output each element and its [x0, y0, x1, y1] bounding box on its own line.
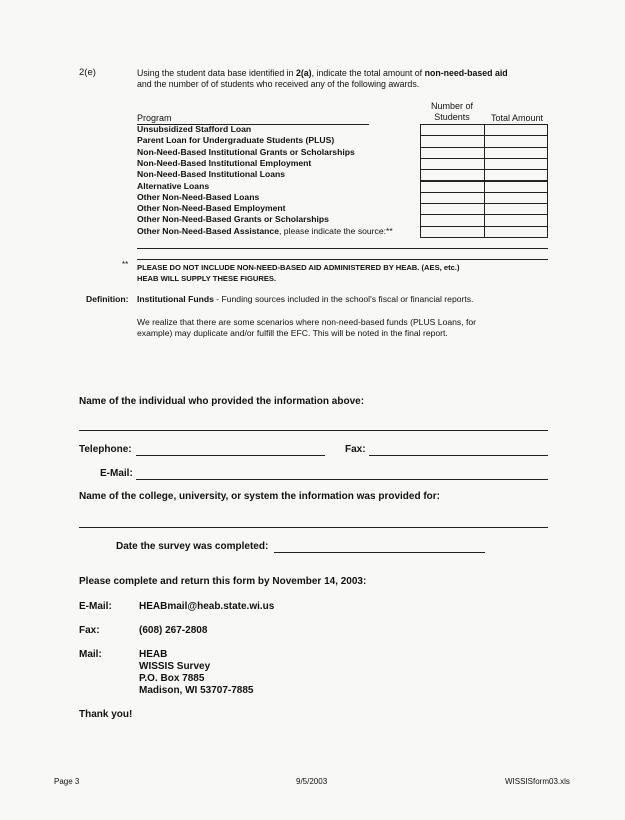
- source-line-1[interactable]: [137, 248, 548, 249]
- footer-page: Page 3: [54, 777, 80, 786]
- college-label: Name of the college, university, or system the information was provided for:: [79, 491, 441, 502]
- telephone-field[interactable]: [136, 455, 325, 456]
- return-heading: Please complete and return this form by November 14, 2003:: [79, 576, 367, 587]
- date-field[interactable]: [274, 552, 485, 553]
- program-row: [137, 226, 393, 237]
- note-line1: PLEASE DO NOT INCLUDE NON-NEED-BASED AID ADMINISTERED BY HEAB. (AES, etc.): [137, 263, 460, 272]
- program-row: Non-Need-Based Institutional Employment: [137, 157, 312, 168]
- students-header: Number of Students: [430, 101, 474, 122]
- last-row-bold: Other Non-Need-Based Assistance: [137, 225, 279, 236]
- provider-field[interactable]: [79, 430, 548, 431]
- footer-file: WISSISform03.xls: [505, 777, 570, 786]
- return-mail-label: Mail:: [79, 649, 102, 660]
- mail-line: HEAB: [139, 649, 168, 660]
- last-row-rest: , please indicate the source:**: [279, 225, 393, 236]
- mail-line: P.O. Box 7885: [139, 673, 205, 684]
- telephone-label: Telephone:: [79, 444, 132, 455]
- section-intro-line2: and the number of of students who received any of the following awards.: [137, 79, 420, 89]
- program-row: Unsubsidized Stafford Loan: [137, 124, 252, 134]
- program-row: Alternative Loans: [137, 180, 210, 191]
- return-email-value[interactable]: HEABmail@heab.state.wi.us: [139, 601, 275, 612]
- mail-line: Madison, WI 53707-7885: [139, 685, 254, 696]
- amount-header: Total Amount: [490, 113, 544, 123]
- definition-text: Institutional Funds - Funding sources included in the school's fiscal or financial reports.: [137, 294, 474, 304]
- program-row: Parent Loan for Undergraduate Students (PLUS): [137, 135, 335, 146]
- program-row: Non-Need-Based Institutional Grants or Scholarships: [137, 146, 355, 157]
- section-number: 2(e): [79, 67, 96, 78]
- definition-para-line1: We realize that there are some scenarios where non-need-based funds (PLUS Loans, for: [137, 317, 477, 327]
- definition-para-line2: example) may duplicate and/or fulfill the EFC. This will be noted in the final report.: [137, 328, 448, 338]
- note-marker: **: [122, 260, 129, 269]
- program-row: Other Non-Need-Based Loans: [137, 191, 260, 202]
- program-row: Other Non-Need-Based Grants or Scholarships: [137, 214, 329, 225]
- fax-label: Fax:: [345, 444, 366, 455]
- note-line2: HEAB WILL SUPPLY THESE FIGURES.: [137, 274, 277, 283]
- return-email-label: E-Mail:: [79, 601, 112, 612]
- college-field[interactable]: [79, 527, 548, 528]
- section-intro-line1: Using the student data base identified in 2(a), indicate the total amount of non-need-based aid: [137, 68, 508, 78]
- thank-you: Thank you!: [79, 709, 133, 720]
- definition-label: Definition:: [86, 294, 129, 304]
- program-row: Non-Need-Based Institutional Loans: [137, 169, 286, 180]
- footer-date: 9/5/2003: [296, 777, 328, 786]
- date-label: Date the survey was completed:: [116, 541, 269, 552]
- fax-field[interactable]: [369, 455, 548, 456]
- mail-line: WISSIS Survey: [139, 661, 211, 672]
- students-cell[interactable]: [420, 226, 485, 238]
- source-line-2[interactable]: [137, 259, 548, 260]
- return-fax-label: Fax:: [79, 625, 100, 636]
- email-field[interactable]: [136, 479, 548, 480]
- program-header: Program: [137, 113, 172, 123]
- provider-label: Name of the individual who provided the information above:: [79, 396, 365, 407]
- return-fax-value: (608) 267-2808: [139, 625, 208, 636]
- amount-cell[interactable]: [484, 226, 548, 238]
- program-row: Other Non-Need-Based Employment: [137, 203, 286, 214]
- email-label: E-Mail:: [100, 468, 133, 479]
